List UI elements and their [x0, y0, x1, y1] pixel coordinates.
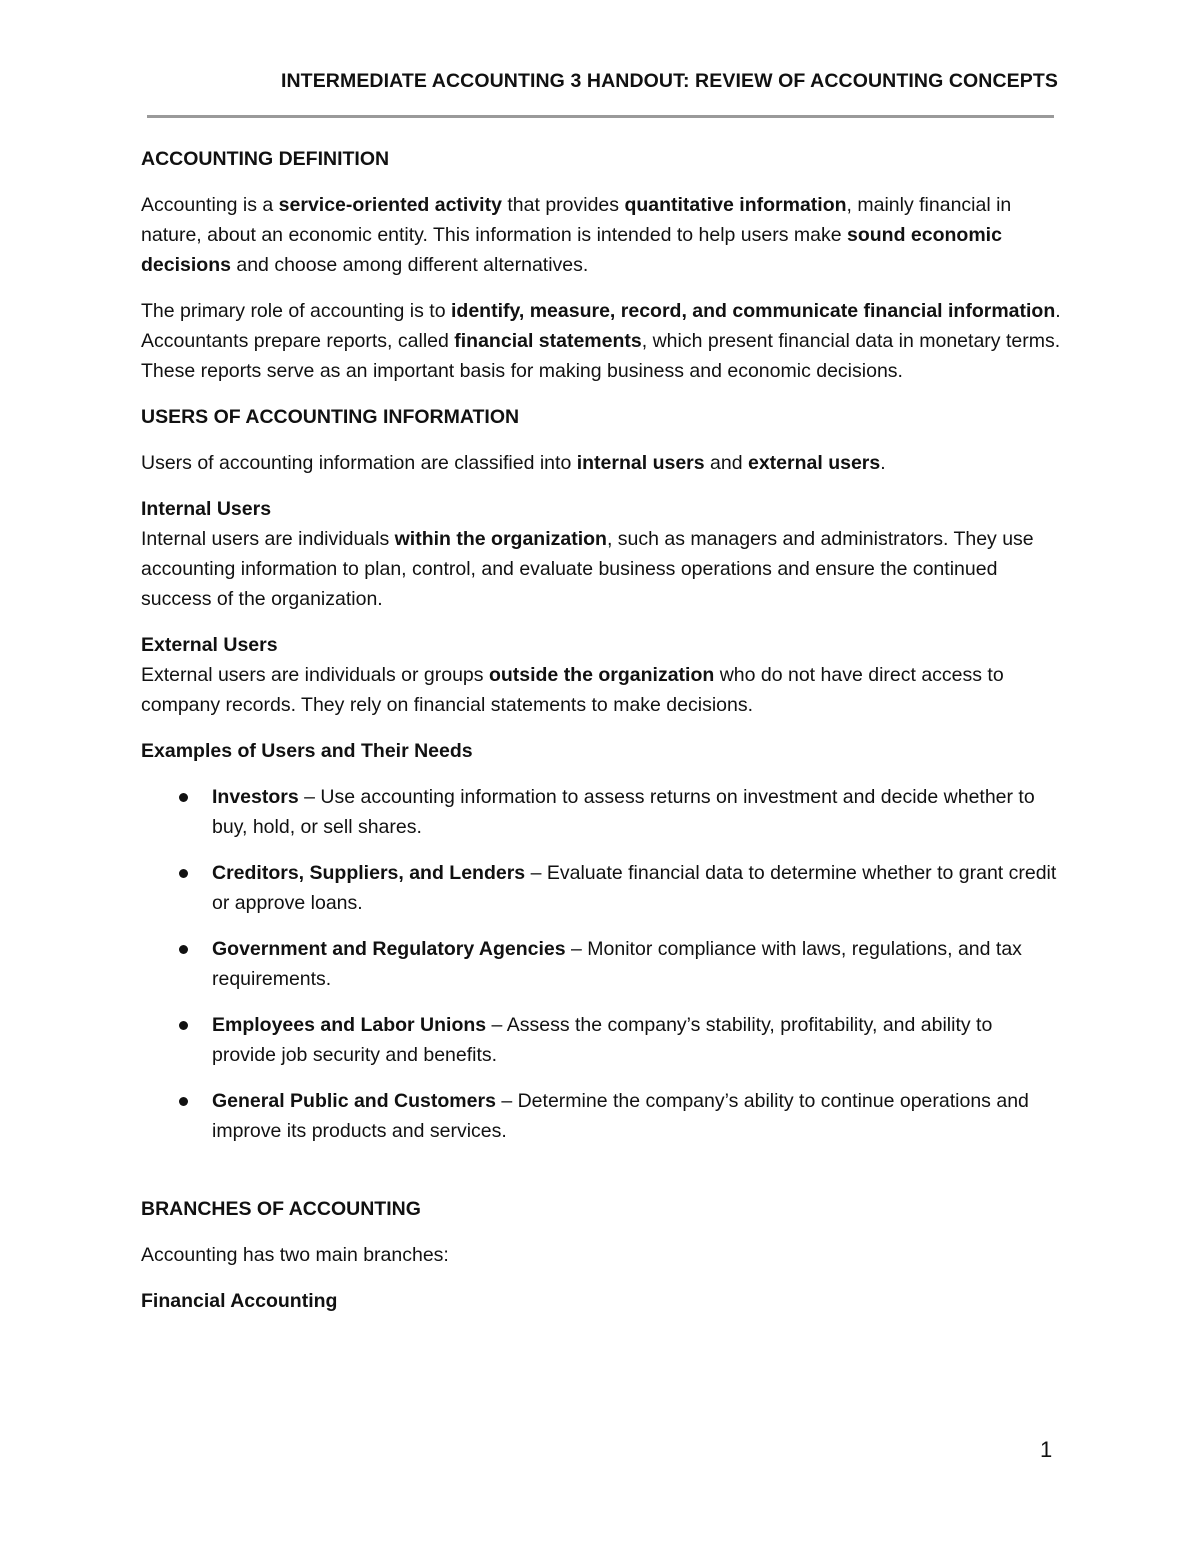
text-run: External users are individuals or groups: [141, 664, 489, 686]
definition-paragraph-2: [141, 296, 1061, 386]
definition-paragraph-1: [141, 190, 1061, 280]
bold-term: outside the organization: [488, 664, 715, 686]
text-run: .: [880, 452, 886, 474]
text-run: . Accountants prepare reports, called: [141, 300, 1061, 352]
branches-intro: Accounting has two main branches:: [141, 1244, 449, 1266]
internal-users-paragraph: [141, 524, 1061, 614]
subheading-internal-users: Internal Users: [141, 498, 272, 520]
bold-term: internal users: [576, 452, 705, 474]
section-heading-branches: BRANCHES OF ACCOUNTING: [141, 1198, 421, 1220]
list-item: [141, 934, 1061, 994]
bullet-icon: [179, 869, 188, 878]
subheading-financial-accounting: Financial Accounting: [141, 1290, 338, 1312]
list-item-term: Investors: [212, 786, 299, 808]
list-item-description: – Evaluate financial data to determine whether to grant credit or approve loans.: [212, 862, 1057, 914]
bullet-icon: [179, 1021, 188, 1030]
page-header-title: INTERMEDIATE ACCOUNTING 3 HANDOUT: REVIEW OF ACCOUNTING CONCEPTS: [280, 70, 1058, 92]
bold-term: quantitative information: [624, 194, 847, 216]
bold-term: within the organization: [394, 528, 607, 550]
section-heading-accounting-definition: ACCOUNTING DEFINITION: [141, 148, 390, 170]
text-run: that provides: [501, 194, 625, 216]
text-run: Accounting is a: [141, 194, 279, 216]
text-run: Internal users are individuals: [141, 528, 395, 550]
list-item-description: – Use accounting information to assess returns on investment and decide whether to buy, hold, or sell shares.: [212, 786, 1035, 838]
bold-term: identify, measure, record, and communicate financial information: [450, 300, 1056, 322]
list-item-description: – Determine the company’s ability to continue operations and improve its products and services.: [212, 1090, 1029, 1142]
text-run: Users of accounting information are classified into: [141, 452, 577, 474]
bullet-icon: [179, 1097, 188, 1106]
bullet-icon: [179, 793, 188, 802]
section-heading-users: USERS OF ACCOUNTING INFORMATION: [141, 406, 520, 428]
users-intro-paragraph: [141, 448, 1061, 478]
bold-term: sound economic decisions: [141, 224, 1002, 276]
list-item-term: Employees and Labor Unions: [212, 1014, 487, 1036]
text-run: and choose among different alternatives.: [230, 254, 589, 276]
list-item-description: – Monitor compliance with laws, regulations, and tax requirements.: [212, 938, 1022, 990]
bullet-icon: [179, 945, 188, 954]
document-body: [141, 144, 1061, 1316]
list-item-term: Creditors, Suppliers, and Lenders: [212, 862, 526, 884]
users-examples-list: [141, 782, 1061, 1146]
text-run: who do not have direct access to company records. They rely on financial statements to make decisions.: [141, 664, 1004, 716]
list-item: [141, 1010, 1061, 1070]
text-run: The primary role of accounting is to: [141, 300, 451, 322]
text-run: , which present financial data in monetary terms. These reports serve as an important basis for making business and economic decisions.: [141, 330, 1061, 382]
text-run: and: [704, 452, 748, 474]
bold-term: financial statements: [454, 330, 642, 352]
list-item-term: General Public and Customers: [212, 1090, 496, 1112]
bold-term: external users: [747, 452, 881, 474]
list-item: [141, 782, 1061, 842]
text-run: , mainly financial in nature, about an economic entity. This information is intended to help users make: [141, 194, 1012, 246]
list-item-description: – Assess the company’s stability, profitability, and ability to provide job security and benefits.: [212, 1014, 993, 1066]
list-item-term: Government and Regulatory Agencies: [212, 938, 566, 960]
page-number: 1: [1040, 1437, 1053, 1462]
subheading-external-users: External Users: [141, 634, 278, 656]
external-users-paragraph: [141, 660, 1061, 720]
header-divider: [147, 115, 1054, 118]
list-item: [141, 1086, 1061, 1146]
text-run: , such as managers and administrators. They use accounting information to plan, control, and evaluate business operations and ensure the continued success of the organization.: [141, 528, 1034, 610]
bold-term: service-oriented activity: [278, 194, 502, 216]
list-item: [141, 858, 1061, 918]
subheading-examples-of-users: Examples of Users and Their Needs: [141, 740, 473, 762]
